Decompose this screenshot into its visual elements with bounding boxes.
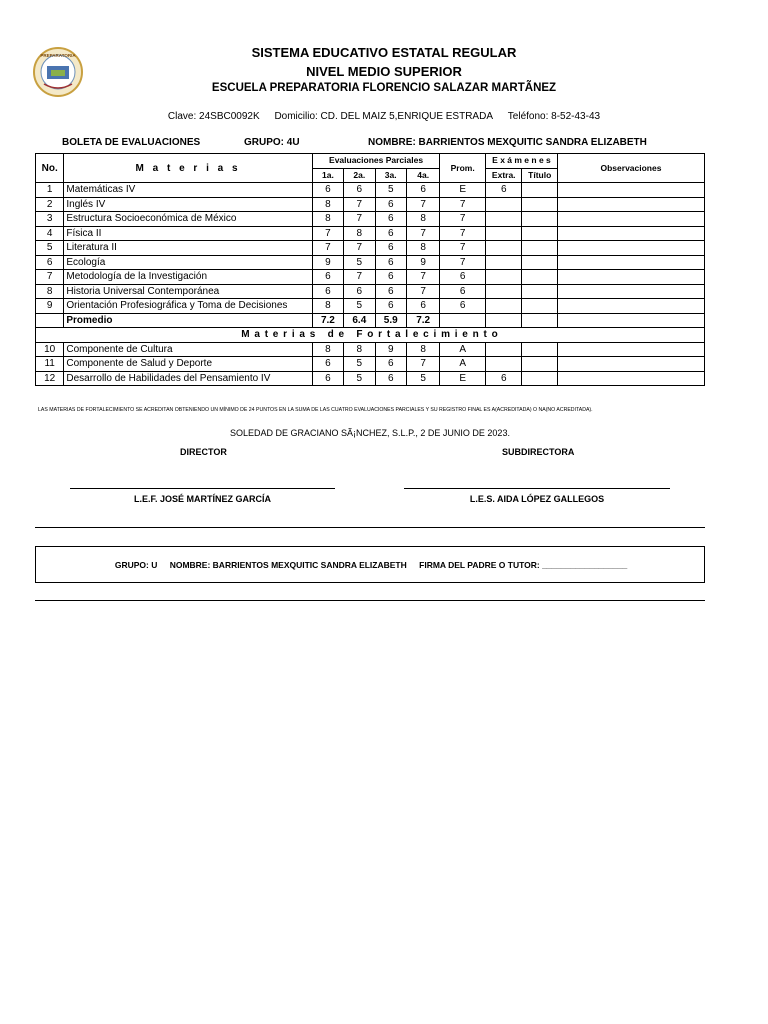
cell-p1: 8	[312, 212, 343, 227]
cell-obs	[557, 342, 704, 357]
cell-extra	[486, 342, 522, 357]
cell-p2: 7	[344, 241, 375, 256]
cell-prom: 6	[440, 299, 486, 314]
cell-titulo	[522, 357, 557, 372]
cell-p3: 6	[375, 270, 406, 285]
cell-p2: 5	[344, 255, 375, 270]
promedio-p3: 5.9	[375, 313, 406, 328]
cell-p4: 8	[406, 342, 439, 357]
clave: Clave: 24SBC0092K	[167, 111, 260, 122]
tutor-nombre: NOMBRE: BARRIENTOS MEXQUITIC SANDRA ELIZABETH	[169, 560, 407, 570]
fortalecimiento-header: M a t e r i a s d e F o r t a l e c i m i e n t o	[36, 328, 705, 343]
director-title: DIRECTOR	[180, 447, 227, 457]
cell-extra: 6	[486, 371, 522, 386]
cell-prom: 7	[440, 241, 486, 256]
cell-p2: 8	[344, 342, 375, 357]
fortalecimiento-note: LAS MATERIAS DE FORTALECIMIENTO SE ACREDITAN OBTENIENDO UN MÍNIMO DE 24 PUNTOS EN LA SUMA DE LAS CUATRO EVALUACIONES PARCIALES Y SU REGISTRO FINAL ES A(ACREDITADA) O NA(NO ACREDITADA).	[38, 407, 593, 413]
cell-titulo	[522, 183, 557, 198]
table-row	[36, 299, 705, 314]
table-row	[36, 212, 705, 227]
cell-extra	[486, 299, 522, 314]
col-p4: 4a.	[406, 168, 439, 183]
cell-p1: 7	[312, 241, 343, 256]
cell-materia: Ecología	[64, 255, 312, 270]
cell-extra	[486, 284, 522, 299]
promedio-prom	[440, 313, 486, 328]
cell-materia: Matemáticas IV	[64, 183, 312, 198]
main-rows	[36, 183, 705, 314]
table-row	[36, 226, 705, 241]
school-name: ESCUELA PREPARATORIA FLORENCIO SALAZAR MARTÃNEZ	[211, 82, 557, 94]
cell-no: 10	[36, 342, 64, 357]
director-name: L.E.F. JOSÉ MARTÍNEZ GARCÍA	[133, 494, 271, 504]
cell-p2: 6	[344, 183, 375, 198]
cell-p4: 7	[406, 284, 439, 299]
cell-p4: 8	[406, 212, 439, 227]
cell-p3: 6	[375, 371, 406, 386]
cell-titulo	[522, 241, 557, 256]
promedio-obs	[557, 313, 704, 328]
col-p1: 1a.	[312, 168, 343, 183]
cell-prom: A	[440, 357, 486, 372]
col-p3: 3a.	[375, 168, 406, 183]
student-name: NOMBRE: BARRIENTOS MEXQUITIC SANDRA ELIZABETH	[368, 137, 647, 148]
cell-titulo	[522, 197, 557, 212]
cell-p3: 6	[375, 212, 406, 227]
table-row	[36, 284, 705, 299]
cell-prom: 6	[440, 270, 486, 285]
domicilio: Domicilio: CD. DEL MAIZ 5,ENRIQUE ESTRADA	[274, 111, 493, 122]
cell-p4: 7	[406, 197, 439, 212]
cut-line-bottom	[35, 600, 705, 601]
cell-p1: 6	[312, 183, 343, 198]
cell-p4: 7	[406, 270, 439, 285]
cell-p1: 8	[312, 342, 343, 357]
cell-p1: 6	[312, 357, 343, 372]
cell-p3: 6	[375, 226, 406, 241]
cell-titulo	[522, 342, 557, 357]
promedio-extra	[486, 313, 522, 328]
cell-titulo	[522, 212, 557, 227]
cell-extra	[486, 255, 522, 270]
cell-materia: Desarrollo de Habilidades del Pensamiento IV	[64, 371, 312, 386]
cell-prom: E	[440, 371, 486, 386]
cell-p2: 6	[344, 284, 375, 299]
cell-materia: Componente de Salud y Deporte	[64, 357, 312, 372]
cell-extra: 6	[486, 183, 522, 198]
cell-materia: Metodología de la Investigación	[64, 270, 312, 285]
header-row-1	[36, 154, 705, 169]
cell-p1: 6	[312, 371, 343, 386]
table-row	[36, 241, 705, 256]
tutor-firma: FIRMA DEL PADRE O TUTOR: __________________	[419, 560, 628, 570]
cell-obs	[557, 371, 704, 386]
cell-prom: 6	[440, 284, 486, 299]
cell-p1: 6	[312, 284, 343, 299]
promedio-p2: 6.4	[344, 313, 375, 328]
cell-materia: Historia Universal Contemporánea	[64, 284, 312, 299]
cell-p2: 5	[344, 299, 375, 314]
col-prom: Prom.	[440, 154, 486, 183]
cell-p4: 5	[406, 371, 439, 386]
col-p2: 2a.	[344, 168, 375, 183]
cell-extra	[486, 241, 522, 256]
cell-no: 9	[36, 299, 64, 314]
cell-p1: 9	[312, 255, 343, 270]
cell-no: 1	[36, 183, 64, 198]
cell-obs	[557, 241, 704, 256]
cell-no: 3	[36, 212, 64, 227]
place-date: SOLEDAD DE GRACIANO SÃ¡NCHEZ, S.L.P., 2 DE JUNIO DE 2023.	[230, 428, 510, 438]
table-row	[36, 270, 705, 285]
subdirectora-name: L.E.S. AIDA LÓPEZ GALLEGOS	[469, 494, 605, 504]
cell-p3: 6	[375, 299, 406, 314]
cell-obs	[557, 226, 704, 241]
system-title: SISTEMA EDUCATIVO ESTATAL REGULAR	[251, 45, 517, 60]
cell-extra	[486, 197, 522, 212]
cell-obs	[557, 255, 704, 270]
cell-obs	[557, 357, 704, 372]
promedio-row	[36, 313, 705, 328]
tutor-slip-text	[36, 560, 706, 570]
cell-p2: 7	[344, 212, 375, 227]
svg-text:PREPARATORIA: PREPARATORIA	[40, 53, 76, 58]
col-materias: M a t e r i a s	[64, 154, 312, 183]
cell-prom: 7	[440, 212, 486, 227]
cell-obs	[557, 183, 704, 198]
cell-materia: Orientación Profesiográfica y Toma de Decisiones	[64, 299, 312, 314]
promedio-no	[36, 313, 64, 328]
cell-p1: 8	[312, 299, 343, 314]
telefono: Teléfono: 8-52-43-43	[507, 111, 601, 122]
director-signature-line	[70, 488, 335, 489]
cell-titulo	[522, 299, 557, 314]
school-info	[0, 111, 768, 122]
cell-p4: 9	[406, 255, 439, 270]
cell-obs	[557, 284, 704, 299]
cell-prom: A	[440, 342, 486, 357]
cell-no: 2	[36, 197, 64, 212]
cell-p4: 7	[406, 226, 439, 241]
col-observaciones: Observaciones	[557, 154, 704, 183]
promedio-label: Promedio	[64, 313, 312, 328]
cell-p2: 7	[344, 270, 375, 285]
table-row	[36, 371, 705, 386]
cell-p1: 8	[312, 197, 343, 212]
col-no: No.	[36, 154, 64, 183]
cell-p2: 8	[344, 226, 375, 241]
cell-p3: 6	[375, 255, 406, 270]
boleta-title: BOLETA DE EVALUACIONES	[62, 137, 201, 148]
cell-p3: 6	[375, 197, 406, 212]
cell-materia: Literatura II	[64, 241, 312, 256]
cell-obs	[557, 270, 704, 285]
cell-p3: 6	[375, 284, 406, 299]
fortalecimiento-rows	[36, 342, 705, 386]
cell-p3: 9	[375, 342, 406, 357]
level-title: NIVEL MEDIO SUPERIOR	[306, 64, 462, 79]
cell-no: 6	[36, 255, 64, 270]
cell-no: 11	[36, 357, 64, 372]
table-row	[36, 342, 705, 357]
cell-no: 12	[36, 371, 64, 386]
cell-titulo	[522, 255, 557, 270]
cell-titulo	[522, 371, 557, 386]
cell-p3: 6	[375, 241, 406, 256]
cell-materia: Física II	[64, 226, 312, 241]
cell-materia: Inglés IV	[64, 197, 312, 212]
tutor-slip	[35, 546, 705, 583]
cell-p4: 6	[406, 299, 439, 314]
cell-no: 8	[36, 284, 64, 299]
col-parciales: Evaluaciones Parciales	[312, 154, 440, 169]
cell-extra	[486, 357, 522, 372]
cell-p1: 7	[312, 226, 343, 241]
cell-extra	[486, 226, 522, 241]
table-row	[36, 357, 705, 372]
promedio-titulo	[522, 313, 557, 328]
cell-p4: 6	[406, 183, 439, 198]
cell-obs	[557, 197, 704, 212]
table-row	[36, 197, 705, 212]
table-row	[36, 183, 705, 198]
cell-prom: 7	[440, 255, 486, 270]
promedio-p1: 7.2	[312, 313, 343, 328]
fortalecimiento-header-row	[36, 328, 705, 343]
cell-no: 4	[36, 226, 64, 241]
cell-materia: Estructura Socioeconómica de México	[64, 212, 312, 227]
cell-extra	[486, 212, 522, 227]
cell-no: 5	[36, 241, 64, 256]
subdirectora-title: SUBDIRECTORA	[502, 447, 575, 457]
cell-extra	[486, 270, 522, 285]
col-titulo: Título	[522, 168, 557, 183]
cut-line-top	[35, 527, 705, 528]
cell-p2: 5	[344, 371, 375, 386]
cell-prom: 7	[440, 197, 486, 212]
cell-p4: 8	[406, 241, 439, 256]
tutor-grupo: GRUPO: U	[114, 560, 158, 570]
cell-p4: 7	[406, 357, 439, 372]
grupo-label: GRUPO: 4U	[244, 137, 300, 148]
col-examenes: E x á m e n e s	[486, 154, 558, 169]
cell-p2: 7	[344, 197, 375, 212]
col-extra: Extra.	[486, 168, 522, 183]
cell-titulo	[522, 270, 557, 285]
grades-table	[35, 153, 705, 386]
cell-obs	[557, 299, 704, 314]
promedio-p4: 7.2	[406, 313, 439, 328]
cell-p3: 5	[375, 183, 406, 198]
cell-materia: Componente de Cultura	[64, 342, 312, 357]
promedio-section	[36, 313, 705, 342]
cell-p2: 5	[344, 357, 375, 372]
cell-titulo	[522, 226, 557, 241]
cell-p3: 6	[375, 357, 406, 372]
cell-prom: E	[440, 183, 486, 198]
cell-no: 7	[36, 270, 64, 285]
cell-p1: 6	[312, 270, 343, 285]
cell-prom: 7	[440, 226, 486, 241]
subdirectora-signature-line	[404, 488, 670, 489]
cell-obs	[557, 212, 704, 227]
cell-titulo	[522, 284, 557, 299]
table-row	[36, 255, 705, 270]
